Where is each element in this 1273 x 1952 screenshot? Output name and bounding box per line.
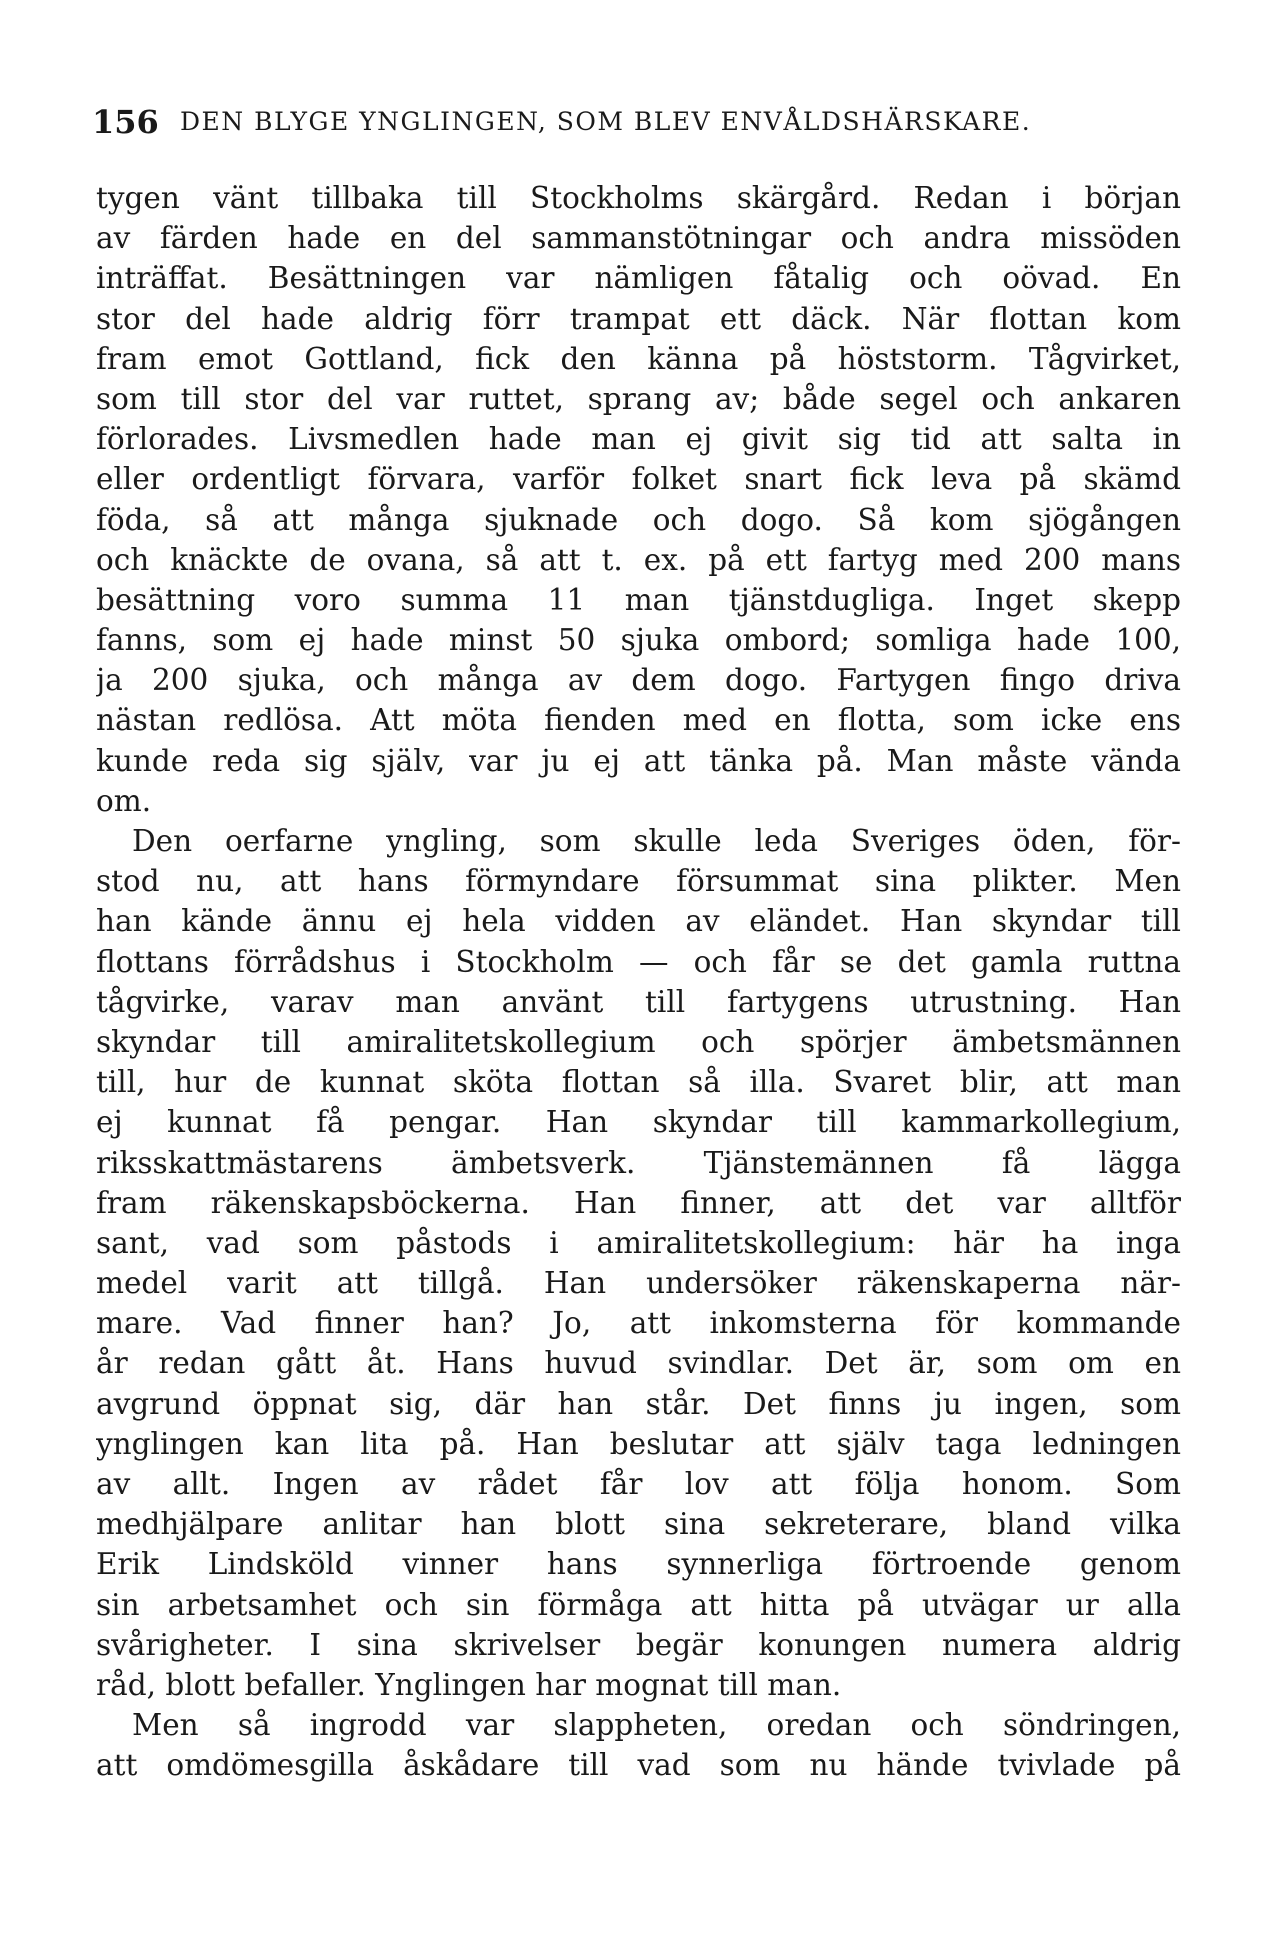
text-line: kunde reda sig själv, var ju ej att tänka på. Man måste vända	[96, 743, 1181, 778]
running-head	[92, 100, 1182, 144]
text-line: Men så ingrodd var slappheten, oredan och söndringen,	[132, 1708, 1181, 1743]
text-line: fram emot Gottland, fick den känna på höststorm. Tågvirket,	[96, 341, 1181, 376]
text-line: svårigheter. I sina skrivelser begär konungen numera aldrig	[96, 1627, 1181, 1662]
text-line: Den oerfarne yngling, som skulle leda Sveriges öden, för-	[132, 824, 1181, 858]
running-title: DEN BLYGE YNGLINGEN, SOM BLEV ENVÅLDSHÄRSKARE.	[180, 107, 1032, 136]
text-line: år redan gått åt. Hans huvud svindlar. Det är, som om en	[96, 1346, 1181, 1381]
text-line: skyndar till amiralitetskollegium och spörjer ämbetsmännen	[96, 1024, 1181, 1059]
text-line: stor del hade aldrig förr trampat ett däck. När flottan kom	[96, 301, 1181, 336]
text-line: till, hur de kunnat sköta flottan så illa. Svaret blir, att man	[96, 1065, 1181, 1100]
text-line: medel varit att tillgå. Han undersöker räkenskaperna när-	[96, 1266, 1181, 1301]
text-line: och knäckte de ovana, så att t. ex. på ett fartyg med 200 mans	[96, 542, 1181, 577]
text-line: han kände ännu ej hela vidden av eländet. Han skyndar till	[96, 904, 1181, 939]
text-line: förlorades. Livsmedlen hade man ej givit sig tid att salta in	[96, 422, 1181, 457]
text-line: medhjälpare anlitar han blott sina sekreterare, bland vilka	[96, 1507, 1181, 1542]
page-number: 156	[92, 103, 159, 141]
text-line: flottans förrådshus i Stockholm — och får se det gamla ruttna	[96, 944, 1181, 979]
body-text	[96, 178, 1181, 1786]
text-line: tygen vänt tillbaka till Stockholms skärgård. Redan i början	[96, 181, 1181, 215]
text-line: av allt. Ingen av rådet får lov att följa honom. Som	[96, 1467, 1181, 1501]
text-line: inträffat. Besättningen var nämligen fåtalig och oövad. En	[96, 261, 1181, 296]
text-line: besättning voro summa 11 man tjänstdugliga. Inget skepp	[96, 582, 1181, 617]
text-line: tågvirke, varav man använt till fartygens utrustning. Han	[96, 984, 1181, 1019]
text-line: fanns, som ej hade minst 50 sjuka ombord; somliga hade 100,	[96, 623, 1181, 658]
text-line: stod nu, att hans förmyndare försummat sina plikter. Men	[96, 864, 1181, 899]
text-line: ynglingen kan lita på. Han beslutar att själv taga ledningen	[96, 1426, 1181, 1461]
text-line: om.	[96, 783, 152, 818]
text-line: råd, blott befaller. Ynglingen har mognat till man.	[96, 1667, 842, 1702]
text-line: Erik Lindsköld vinner hans synnerliga förtroende genom	[96, 1547, 1181, 1582]
text-line: ja 200 sjuka, och många av dem dogo. Fartygen fingo driva	[96, 663, 1181, 698]
text-line: fram räkenskapsböckerna. Han finner, att det var alltför	[96, 1185, 1181, 1220]
text-line: sant, vad som påstods i amiralitetskollegium: här ha inga	[96, 1225, 1181, 1260]
text-line: avgrund öppnat sig, där han står. Det finns ju ingen, som	[96, 1386, 1181, 1421]
text-line: riksskattmästarens ämbetsverk. Tjänstemännen få lägga	[96, 1145, 1181, 1180]
text-line: nästan redlösa. Att möta fienden med en flotta, som icke ens	[96, 703, 1181, 738]
text-line: som till stor del var ruttet, sprang av; både segel och ankaren	[96, 381, 1181, 416]
text-line: eller ordentligt förvara, varför folket snart fick leva på skämd	[96, 462, 1181, 497]
text-line: föda, så att många sjuknade och dogo. Så kom sjögången	[96, 502, 1181, 537]
text-line: sin arbetsamhet och sin förmåga att hitta på utvägar ur alla	[96, 1587, 1181, 1622]
text-line: mare. Vad finner han? Jo, att inkomsterna för kommande	[96, 1306, 1181, 1341]
text-line: att omdömesgilla åskådare till vad som nu hände tvivlade på	[96, 1748, 1181, 1783]
text-line: ej kunnat få pengar. Han skyndar till kammarkollegium,	[96, 1105, 1181, 1140]
text-line: av färden hade en del sammanstötningar och andra missöden	[96, 221, 1181, 256]
